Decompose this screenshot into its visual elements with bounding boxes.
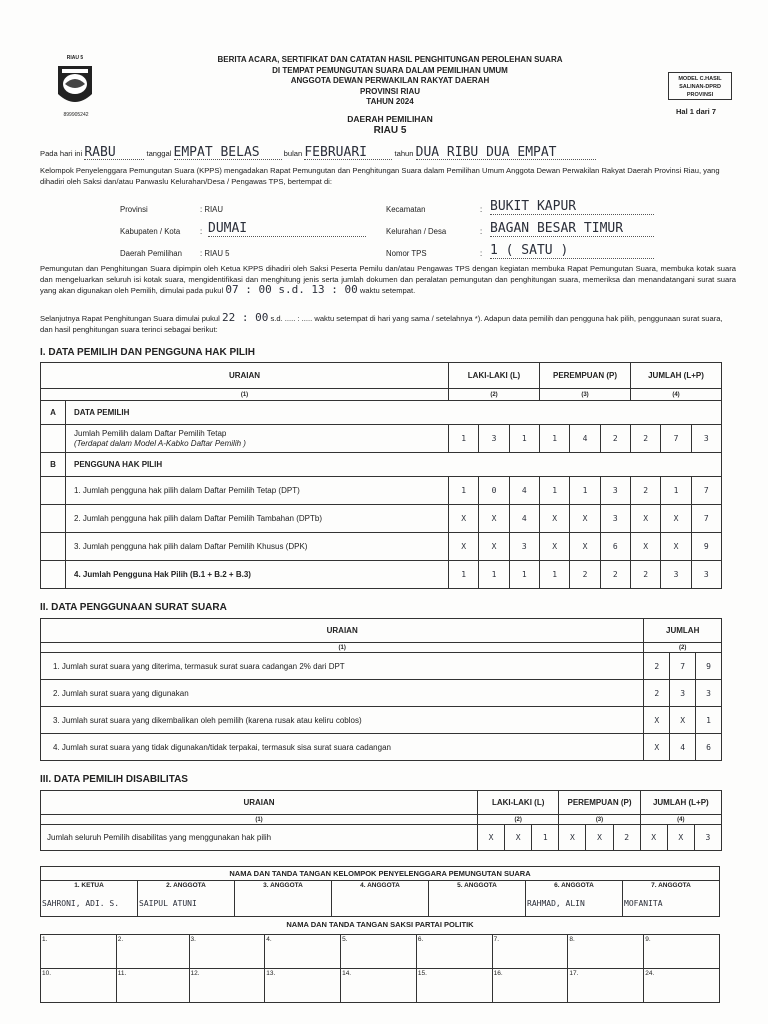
digit-cell: 7 — [670, 653, 696, 680]
digit-cell: 1 — [661, 477, 691, 505]
member-role: 3. ANGGOTA — [263, 882, 303, 889]
digit-cell: X — [479, 533, 509, 561]
digit-cell: 2 — [644, 653, 670, 680]
section-1-table — [40, 362, 722, 589]
kpps-signature-table — [40, 866, 720, 917]
dapil-heading-label: DAERAH PEMILIHAN — [347, 114, 433, 124]
digit-cell: X — [586, 825, 613, 851]
saksi-cell: 8. — [568, 935, 644, 969]
digit-cell: X — [559, 825, 586, 851]
dapil-heading — [180, 114, 600, 136]
kelurahan-label: Kelurahan / Desa — [386, 227, 447, 236]
digit-cell: 2 — [570, 561, 600, 589]
saksi-cell: 10. — [41, 969, 117, 1003]
saksi-cell: 15. — [416, 969, 492, 1003]
digit-cell: 7 — [691, 505, 721, 533]
s2-row-label: 1. Jumlah surat suara yang diterima, termasuk surat suara cadangan 2% dari DPT — [41, 653, 644, 680]
s2-col-uraian: URAIAN — [41, 619, 644, 643]
s1-a-code: A — [41, 401, 66, 425]
digit-cell: 1 — [570, 477, 600, 505]
digit-cell: 1 — [532, 825, 559, 851]
digit-cell: X — [661, 505, 691, 533]
digit-cell: 2 — [613, 825, 640, 851]
digit-cell: X — [449, 533, 479, 561]
digit-cell: X — [570, 505, 600, 533]
digit-cell: 6 — [696, 734, 722, 761]
digit-cell: X — [570, 533, 600, 561]
digit-cell: 1 — [696, 707, 722, 734]
member-role: 2. ANGGOTA — [166, 882, 206, 889]
s1-num-4: (4) — [631, 389, 722, 401]
digit-cell: X — [540, 505, 570, 533]
s2-row-label: 2. Jumlah surat suara yang digunakan — [41, 680, 644, 707]
digit-cell: 2 — [631, 561, 661, 589]
saksi-cell: 12. — [189, 969, 265, 1003]
saksi-cell: 16. — [492, 969, 568, 1003]
saksi-cell: 2. — [116, 935, 189, 969]
s1-a-row-label: Jumlah Pemilih dalam Daftar Pemilih Tetap — [74, 428, 227, 438]
s1-b-row-label: 2. Jumlah pengguna hak pilih dalam Daftar Pemilih Tambahan (DPTb) — [66, 505, 449, 533]
digit-cell: 1 — [509, 561, 539, 589]
digit-cell: 3 — [661, 561, 691, 589]
s1-b-row-label: 3. Jumlah pengguna hak pilih dalam Daftar Pemilih Khusus (DPK) — [66, 533, 449, 561]
digit-cell: 2 — [631, 477, 661, 505]
digit-cell: X — [631, 533, 661, 561]
kelurahan-value: BAGAN BESAR TIMUR — [490, 221, 654, 237]
section-2-title: II. DATA PENGGUNAAN SURAT SUARA — [40, 602, 227, 613]
kpps-signature-title: NAMA DAN TANDA TANGAN KELOMPOK PENYELENGGARA PEMUNGUTAN SUARA — [41, 867, 720, 881]
digit-cell: 3 — [694, 825, 721, 851]
s2-num-1: (1) — [41, 643, 644, 653]
saksi-cell: 3. — [189, 935, 265, 969]
s1-num-2: (2) — [449, 389, 540, 401]
signature-cell — [41, 881, 138, 917]
digit-cell: X — [540, 533, 570, 561]
digit-cell: X — [479, 505, 509, 533]
s2-col-j: JUMLAH — [644, 619, 722, 643]
s2-num-2: (2) — [644, 643, 722, 653]
s3-col-p: PEREMPUAN (P) — [559, 791, 640, 815]
paragraph-1-time: 07 : 00 s.d. 13 : 00 — [225, 283, 358, 296]
s2-row-label: 4. Jumlah surat suara yang tidak digunakan/tidak terpakai, termasuk sisa surat suara cadangan — [41, 734, 644, 761]
member-name: SAIPUL ATUNI — [139, 899, 197, 908]
digit-cell: 3 — [600, 477, 630, 505]
digit-cell: 3 — [600, 505, 630, 533]
s1-num-1: (1) — [41, 389, 449, 401]
section-2-table — [40, 618, 722, 761]
tps-label: Nomor TPS — [386, 249, 427, 258]
signature-cell — [526, 881, 623, 917]
digit-cell: 2 — [644, 680, 670, 707]
s3-row-label: Jumlah seluruh Pemilih disabilitas yang menggunakan hak pilih — [41, 825, 478, 851]
saksi-cell: 14. — [341, 969, 417, 1003]
s2-row-label: 3. Jumlah surat suara yang dikembalikan oleh pemilih (karena rusak atau keliru coblos) — [41, 707, 644, 734]
digit-cell: 2 — [631, 425, 661, 453]
s1-a-row-note: (Terdapat dalam Model A-Kabko Daftar Pemilih ) — [74, 438, 246, 448]
section-3-table — [40, 790, 722, 851]
s3-num-1: (1) — [41, 815, 478, 825]
saksi-title: NAMA DAN TANDA TANGAN SAKSI PARTAI POLITIK — [286, 920, 474, 929]
saksi-cell: 24. — [644, 969, 720, 1003]
digit-cell: 0 — [479, 477, 509, 505]
s1-col-p: PEREMPUAN (P) — [540, 363, 631, 389]
intro-date-line — [40, 145, 740, 160]
s3-col-l: LAKI-LAKI (L) — [478, 791, 559, 815]
digit-cell: 1 — [540, 425, 570, 453]
digit-cell: 3 — [696, 680, 722, 707]
digit-cell: 3 — [509, 533, 539, 561]
paragraph-1-text: Pemungutan dan Penghitungan Suara dipimpin oleh Ketua KPPS dihadiri oleh Saksi Peserta Pemilu dan/atau Pengawas TPS dengan kegiatan membuka Rapat Pemungutan Suara, membuka kotak suara dan mengeluarkan seluruh isi kotak suara, mengidentifikasi dan menghitung jenis serta jumlah dokumen dan peralatan pemungutan dan penghitungan suara, memeriksa dan menandatangani surat suara yang akan digunakan oleh Pemilih, dimulai pada pukul — [40, 264, 736, 295]
digit-cell: 7 — [691, 477, 721, 505]
digit-cell: 4 — [509, 477, 539, 505]
member-role: 1. KETUA — [74, 882, 104, 889]
digit-cell: 3 — [691, 425, 721, 453]
member-role: 7. ANGGOTA — [651, 882, 691, 889]
digit-cell: 2 — [600, 425, 630, 453]
s3-col-uraian: URAIAN — [41, 791, 478, 815]
digit-cell: X — [661, 533, 691, 561]
paragraph-2-time: 22 : 00 — [221, 311, 269, 324]
digit-cell: 9 — [691, 533, 721, 561]
digit-cell: X — [449, 505, 479, 533]
kecamatan-value: BUKIT KAPUR — [490, 199, 654, 215]
bulan-value: FEBRUARI — [304, 148, 392, 160]
digit-cell: X — [478, 825, 505, 851]
digit-cell: 1 — [449, 561, 479, 589]
logo-top-text: RIAU 5 — [66, 55, 84, 61]
paragraph-1 — [40, 264, 736, 297]
s3-num-2: (2) — [478, 815, 559, 825]
kabkota-value: DUMAI — [208, 221, 366, 237]
s3-num-3: (3) — [559, 815, 640, 825]
digit-cell: 4 — [570, 425, 600, 453]
digit-cell: 1 — [540, 477, 570, 505]
logo-bottom-text: 899905242 — [63, 112, 89, 118]
digit-cell: 3 — [479, 425, 509, 453]
dapil-value: : RIAU 5 — [200, 249, 230, 258]
digit-cell: X — [640, 825, 667, 851]
section-1-title: I. DATA PEMILIH DAN PENGGUNA HAK PILIH — [40, 347, 255, 358]
signature-cell — [623, 881, 720, 917]
saksi-cell: 7. — [492, 935, 568, 969]
digit-cell: 1 — [479, 561, 509, 589]
member-name: SAHRONI, ADI. S. — [42, 899, 120, 908]
dapil-label: Daerah Pemilihan — [120, 249, 182, 258]
s1-num-3: (3) — [540, 389, 631, 401]
s1-b-code: B — [41, 453, 66, 477]
digit-cell: 7 — [661, 425, 691, 453]
digit-cell: 1 — [540, 561, 570, 589]
signature-cell — [332, 881, 429, 917]
paragraph-2 — [40, 313, 736, 335]
member-role: 6. ANGGOTA — [554, 882, 594, 889]
paragraph-2-end: s.d. ..... : ..... waktu setempat di hari yang sama / setelahnya *). Adapun data pemilih dan pengguna hak pilih, penggunaan surat suara, dan hasil penghitungan suara terinci sebagai berikut: — [40, 314, 723, 334]
signature-cell — [138, 881, 235, 917]
saksi-signature-table — [40, 934, 720, 1003]
digit-cell: X — [667, 825, 694, 851]
intro-text: Kelompok Penyelenggara Pemungutan Suara (KPPS) mengadakan Rapat Pemungutan dan Penghitungan Suara dalam Pemilihan Umum Anggota Dewan Perwakilan Rakyat Daerah Provinsi Riau, yang dihadiri oleh Saksi dan/atau Panwaslu Kelurahan/Desa / Pengawas TPS, bertempat di: — [40, 166, 720, 186]
pada-hari-label: Pada hari ini — [40, 149, 83, 158]
digit-cell: 6 — [600, 533, 630, 561]
digit-cell: X — [644, 707, 670, 734]
s1-b-title: PENGGUNA HAK PILIH — [66, 453, 722, 477]
member-name: MOFANITA — [624, 899, 663, 908]
model-box: MODEL C.HASIL SALINAN-DPRD PROVINSI — [668, 72, 732, 100]
digit-cell: 3 — [670, 680, 696, 707]
digit-cell: X — [644, 734, 670, 761]
tanggal-label: tanggal — [146, 149, 172, 158]
s1-col-l: LAKI-LAKI (L) — [449, 363, 540, 389]
digit-cell: 1 — [449, 425, 479, 453]
saksi-cell: 6. — [416, 935, 492, 969]
dapil-heading-value: RIAU 5 — [373, 125, 407, 136]
digit-cell: 4 — [509, 505, 539, 533]
digit-cell: X — [631, 505, 661, 533]
paragraph-1-end: waktu setempat. — [359, 286, 416, 295]
s1-a-title: DATA PEMILIH — [66, 401, 722, 425]
s1-col-j: JUMLAH (L+P) — [631, 363, 722, 389]
title-line-1: BERITA ACARA, SERTIFIKAT DAN CATATAN HASIL PENGHITUNGAN PEROLEHAN SUARA — [217, 55, 563, 64]
tahun-label: tahun — [394, 149, 414, 158]
s1-a-row — [66, 425, 449, 453]
saksi-cell: 1. — [41, 935, 117, 969]
tahun-value: DUA RIBU DUA EMPAT — [416, 148, 596, 160]
digit-cell: 4 — [670, 734, 696, 761]
provinsi-value: : RIAU — [200, 205, 223, 214]
member-role: 5. ANGGOTA — [457, 882, 497, 889]
digit-cell: 1 — [449, 477, 479, 505]
saksi-cell: 9. — [644, 935, 720, 969]
signature-cell — [429, 881, 526, 917]
digit-cell: 2 — [600, 561, 630, 589]
document-page: RIAU 5 899905242 BERITA ACARA, SERTIFIKAT DAN CATATAN HASIL PENGHITUNGAN PEROLEHAN SUARA DI TEMPAT PEMUNGUTAN SUARA DALAM PEMILIHAN UMUM ANGGOTA DEWAN PERWAKILAN RAKYAT DAERAH PROVINSI RIAU TAHUN 2024 DAERAH PEMILIHAN RIAU 5 MODEL C.HASIL SALINAN-DPRD PROVINSI Hal 1 dari 7 Pada hari ini RABU tanggal EMPAT BELAS bulan FEBRUARI tahun DUA RIBU DUA EMPAT Kelompok Penyelenggara Pemungutan Suara (KPPS) mengadakan Rapat Pemungutan dan Penghitungan Suara dalam Pemilihan Umum Anggota Dewan Perwakilan Rakyat Daerah Provinsi Riau, yang dihadiri oleh Saksi dan/atau Panwaslu Kelurahan/Desa / Pengawas TPS, bertempat di: Provinsi : RIAU Kabupaten / Kota : DUMAI Daerah Pemilihan : RIAU 5 Kecamatan : BUKIT KAPUR Kelurahan / Desa : BAGAN BESAR TIMUR Nomor TPS : 1 ( SATU ) Pemungutan dan Penghitungan Suara dipimpin oleh Ketua KPPS dihadiri oleh Saksi Peserta Pemilu dan/atau Pengawas TPS dengan kegiatan membuka Rapat Pemungutan Suara, membuka kotak suara dan mengeluarkan seluruh isi kotak suara, mengidentifikasi dan menghitung jenis serta jumlah dokumen dan peralatan pemungutan dan penghitungan suara, memeriksa dan menandatangani surat suara yang akan digunakan oleh Pemilih, dimulai pada pukul 07 : 00 s.d. 13 : 00 waktu setempat. Selanjutnya Rapat Penghitungan Suara dimulai pukul 22 : 00 s.d. ..... : ..... waktu setempat di hari yang sama / setelahnya *). Adapun data pemilih dan pengguna hak pilih, penggunaan surat suara, dan hasil penghitungan suara terinci sebagai berikut: I. DATA PEMILIH DAN PENGGUNA HAK PILIH URAIAN LAKI-LAKI (L) PEREMPUAN (P) JUMLAH (L+P) (1) (2) (3) (4) A DATA PEMILIH Jumlah Pemilih dalam Daftar Pemilih Tetap (Terdapat dalam Model A-Kabko Daftar Pemilih ) 1 3 1 1 4 2 2 7 3 B PENGGUNA HAK PILIH 1. Jumlah pengguna hak pilih dalam Daftar Pemilih Tetap (DPT) 1 0 4 1 1 3 2 1 7 2. Jumlah pengguna hak pilih dalam Daftar Pemilih Tambahan (DPTb) X X 4 X X 3 X X 7 3. Jumlah pengguna hak pilih dalam Daftar Pemilih Khusus (DPK) X X 3 X X 6 X X 9 4. Jumlah Pengguna Hak Pilih (B.1 + B.2 + B.3) 1 1 1 1 2 2 2 3 3 II. DATA PENGGUNAAN SURAT SUARA URAIAN JUMLAH (1) (2) 1. Jumlah surat suara yang diterima, termasuk surat suara cadangan 2% dari DPT 2 7 9 2. Jumlah surat suara yang digunakan 2 3 3 3. Jumlah surat suara yang dikembalikan oleh pemilih (karena rusak atau keliru coblos) X X 1 4. Jumlah surat suara yang tidak digunakan/tidak terpakai, termasuk sisa surat suara cadangan X 4 6 III. DATA PEMILIH DISABILITAS URAIAN LAKI-LAKI (L) PEREMPUAN (P) JUMLAH (L+P) (1) (2) (3) (4) Jumlah seluruh Pemilih disabilitas yang menggunakan hak pilih X X 1 X X 2 X X 3 NAMA DAN TANDA TANGAN KELOMPOK PENYELENGGARA PEMUNGUTAN SUARA 1. KETUA SAHRONI, ADI. S. 2. ANGGOTA SAIPUL ATUNI 3. ANGGOTA 4. ANGGOTA 5. ANGGOTA 6. ANGGOTA RAHMAD, ALIN 7. ANGGOTA MOFANITA NAMA DAN TANDA TANGAN SAKSI PARTAI POLITIK 1. 2. 3. 4. 5. 6. 7. 8. 9. 10. 11. 12. 13. 14. 15. 16. 17. 24. — [0, 0, 768, 1024]
tanggal-value: EMPAT BELAS — [174, 148, 282, 160]
member-name: RAHMAD, ALIN — [527, 899, 585, 908]
digit-cell: 9 — [696, 653, 722, 680]
title-line-5: TAHUN 2024 — [366, 97, 414, 106]
kecamatan-label: Kecamatan — [386, 205, 426, 214]
saksi-cell: 17. — [568, 969, 644, 1003]
saksi-cell: 4. — [265, 935, 341, 969]
s1-col-uraian: URAIAN — [41, 363, 449, 389]
saksi-cell: 11. — [116, 969, 189, 1003]
s3-num-4: (4) — [640, 815, 721, 825]
s3-col-j: JUMLAH (L+P) — [640, 791, 721, 815]
title-line-2: DI TEMPAT PEMUNGUTAN SUARA DALAM PEMILIHAN UMUM — [272, 65, 508, 75]
title-line-4: PROVINSI RIAU — [359, 86, 420, 96]
saksi-cell: 5. — [341, 935, 417, 969]
digit-cell: 1 — [509, 425, 539, 453]
tps-value: 1 ( SATU ) — [490, 243, 654, 259]
kabkota-label: Kabupaten / Kota — [120, 227, 181, 236]
provinsi-label: Provinsi — [120, 205, 148, 214]
paragraph-2-text: Selanjutnya Rapat Penghitungan Suara dimulai pukul — [40, 314, 220, 323]
signature-cell — [235, 881, 332, 917]
s1-b-row-label: 4. Jumlah Pengguna Hak Pilih (B.1 + B.2 + B.3) — [66, 561, 449, 589]
hari-value: RABU — [84, 148, 144, 160]
document-title — [180, 55, 600, 108]
section-3-title: III. DATA PEMILIH DISABILITAS — [40, 774, 188, 785]
saksi-cell: 13. — [265, 969, 341, 1003]
digit-cell: X — [670, 707, 696, 734]
digit-cell: X — [505, 825, 532, 851]
digit-cell: 3 — [691, 561, 721, 589]
title-line-3: ANGGOTA DEWAN PERWAKILAN RAKYAT DAERAH — [290, 76, 490, 85]
s1-b-row-label: 1. Jumlah pengguna hak pilih dalam Daftar Pemilih Tetap (DPT) — [66, 477, 449, 505]
member-role: 4. ANGGOTA — [360, 882, 400, 889]
page-number: Hal 1 dari 7 — [676, 107, 717, 116]
bulan-label: bulan — [283, 149, 303, 158]
kpu-logo-icon — [52, 58, 98, 118]
